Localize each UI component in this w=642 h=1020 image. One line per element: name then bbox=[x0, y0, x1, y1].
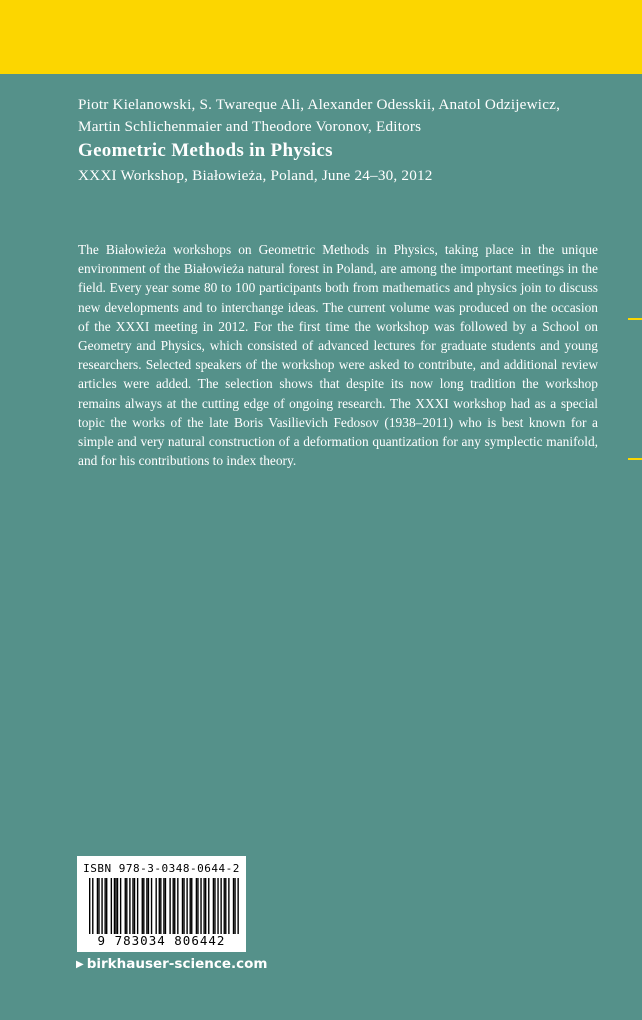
publisher-url: birkhauser-science.com bbox=[86, 956, 268, 972]
triangle-right-icon: ▶ bbox=[76, 958, 84, 970]
editors-line: Piotr Kielanowski, S. Twareque Ali, Alexander Odesskii, Anatol Odzijewicz, bbox=[78, 96, 561, 113]
book-subtitle: XXXI Workshop, Białowieża, Poland, June 24–30, 2012 bbox=[78, 167, 433, 184]
editors-list bbox=[78, 94, 618, 138]
top-color-band bbox=[0, 0, 642, 74]
book-abstract: The Białowieża workshops on Geometric Methods in Physics, taking place in the unique environment of the Białowieża natural forest in Poland, are among the important meetings in the field. Every year some 80 to 100 participants both from mathematics and physics join to discuss new developments and to interchange ideas. The current volume was produced on the occasion of the XXXI meeting in 2012. For the first time the workshop was followed by a School on Geometry and Physics, which consisted of advanced lectures for graduate students and young researchers. Selected speakers of the workshop were asked to contribute, and additional review articles were added. The selection shows that despite its now long tradition the workshop remains always at the cutting edge of ongoing research. The XXXI workshop had as a special topic the works of the late Boris Vasilievich Fedosov (1938–2011) who is best known for a simple and very natural construction of a deformation quantization for any symplectic manifold, and for his contributions to index theory. bbox=[78, 242, 598, 469]
publisher-link[interactable] bbox=[76, 956, 267, 972]
isbn-label: ISBN 978-3-0348-0644-2 bbox=[83, 862, 240, 875]
spine-edge-mark bbox=[628, 458, 642, 460]
editors-line: Martin Schlichenmaier and Theodore Voronov, Editors bbox=[78, 118, 422, 135]
barcode-digits: 9 783034 806442 bbox=[97, 933, 226, 948]
barcode-bars bbox=[89, 878, 239, 934]
spine-edge-mark bbox=[628, 318, 642, 320]
book-title: Geometric Methods in Physics bbox=[78, 140, 333, 161]
isbn-barcode bbox=[77, 856, 246, 952]
